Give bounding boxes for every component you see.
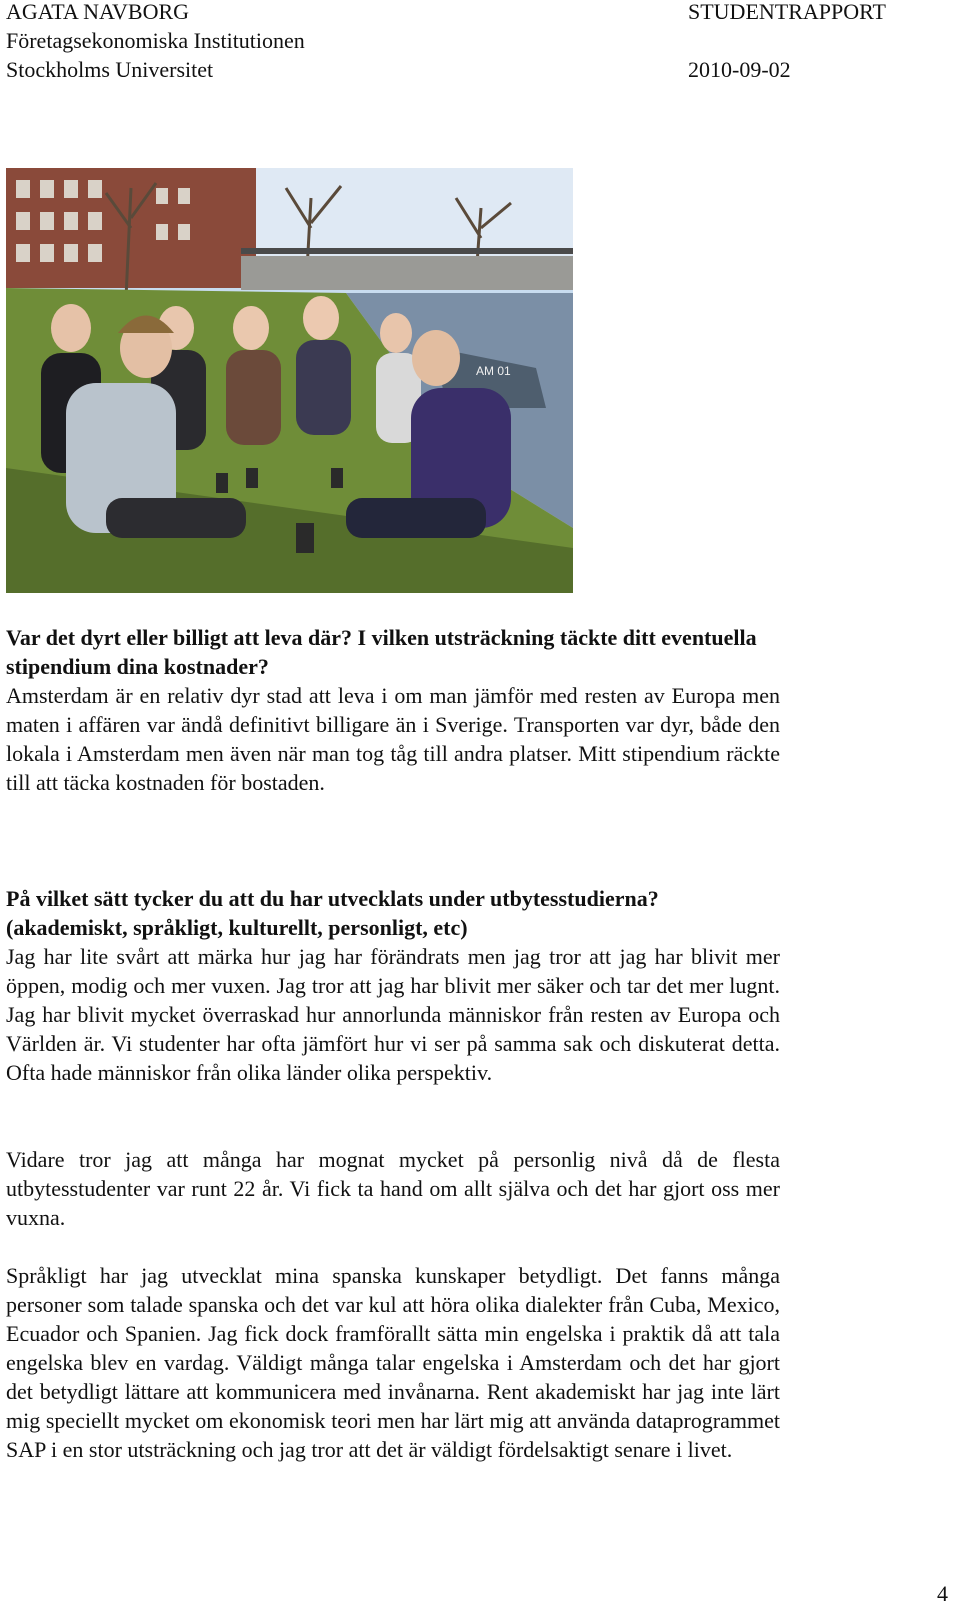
page-number: 4 [937, 1581, 948, 1606]
author-name: AGATA NAVBORG [6, 0, 190, 24]
boat-label: AM 01 [476, 364, 511, 378]
university: Stockholms Universitet [6, 57, 214, 82]
answer-paragraph: Jag har lite svårt att märka hur jag har förändrats men jag tror att jag har blivit mer öppen, modig och mer vuxen. Jag tror att jag har blivit mer säker och tar det mer lugnt. Jag har blivit mycket överraskad hur annorlunda människor från resten av Europa och Världen är. Vi studenter har ofta jämfört hur vi ser på samma sak och diskuterat detta. Ofta hade människor från olika länder olika perspektiv. [6, 944, 780, 1085]
institution: Företagsekonomiska Institutionen [6, 28, 305, 53]
document-type: STUDENTRAPPORT [688, 0, 886, 24]
answer-paragraph: Språkligt har jag utvecklat mina spanska kunskaper betydligt. Det fanns många personer som talade spanska och det var kul att höra olika dialekter från Cuba, Mexico, Ecuador och Spanien. Jag fick dock framförallt sätta min engelska i praktik då att tala engelska blev en vardag. Väldigt många talar engelska i Amsterdam och det har gjort det betydligt lättare att kommunicera med invånarna. Rent akademiskt har jag inte lärt mig speciellt mycket om ekonomisk teori men har lärt mig att använda dataprogrammet SAP i en stor utsträckning och jag tror att det är väldigt fördelsaktigt senare i livet. [6, 1263, 780, 1462]
group-photo [6, 168, 573, 593]
question-personal-development: På vilket sätt tycker du att du har utvecklats under utbytesstudierna? (akademiskt, språkligt, kulturellt, personligt, etc) [6, 886, 659, 940]
document-date: 2010-09-02 [688, 57, 791, 82]
question-cost-of-living: Var det dyrt eller billigt att leva där? I vilken utsträckning täckte ditt eventuella stipendium dina kostnader? [6, 625, 757, 679]
answer-paragraph: Vidare tror jag att många har mognat mycket på personlig nivå då de flesta utbytesstudenter var runt 22 år. Vi fick ta hand om allt själva och det har gjort oss mer vuxna. [6, 1147, 780, 1230]
answer-cost-of-living: Amsterdam är en relativ dyr stad att leva i om man jämför med resten av Europa men maten i affären var ändå definitivt billigare än i Sverige. Transporten var dyr, både den lokala i Amsterdam men även när man tog tåg till andra platser. Mitt stipendium räckte till att täcka kostnaden för bostaden. [6, 683, 780, 795]
